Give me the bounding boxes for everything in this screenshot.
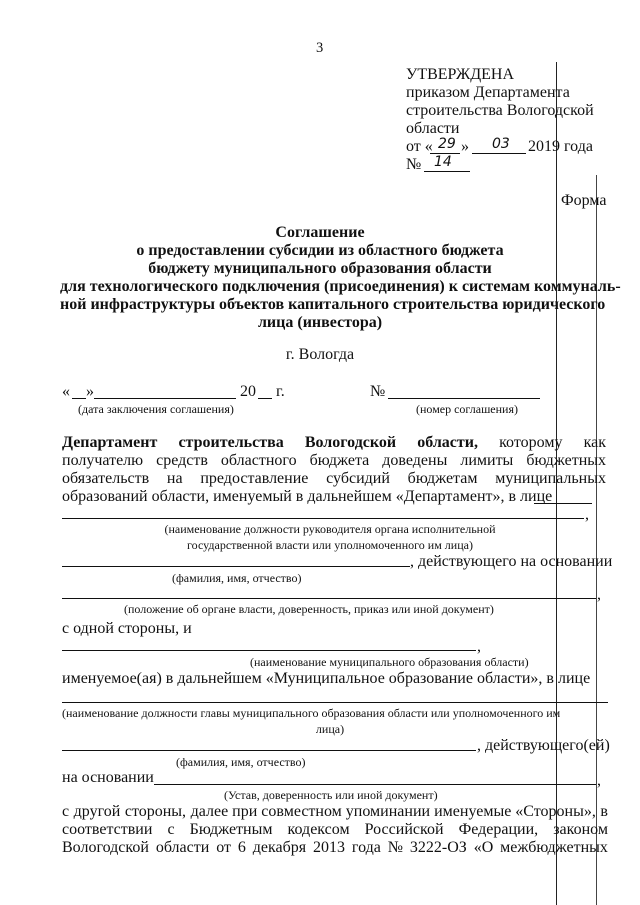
approval-month: 03 xyxy=(492,136,510,152)
comma-2: , xyxy=(597,586,601,603)
heading-line5: ной инфраструктуры объектов капитального строительства юридического xyxy=(60,296,606,313)
city: г. Вологда xyxy=(285,346,355,363)
body-line1: Департамент строительства Вологодской области, которому как xyxy=(62,434,606,451)
comma-1: , xyxy=(585,506,589,523)
approval-number: 14 xyxy=(434,154,452,170)
date-day-line xyxy=(72,398,86,399)
page-number: 3 xyxy=(316,40,324,56)
date-quote-open: « xyxy=(62,383,70,400)
approval-line1: приказом Департамента xyxy=(406,84,570,101)
on-basis-text: на основании xyxy=(62,769,154,786)
last-line1: с другой стороны, далее при совместном упоминании именуемые «Стороны», в xyxy=(62,803,608,820)
rep-person-line-end xyxy=(534,503,592,504)
body-line4: образований области, именуемый в дальнейшем «Департамент», в лице xyxy=(62,488,553,505)
caption-dept-position-1: (наименование должности руководителя органа исполнительной xyxy=(164,522,496,536)
approval-title: УТВЕРЖДЕНА xyxy=(406,66,515,83)
date-year-line xyxy=(258,398,272,399)
named-municipality-text: именуемое(ая) в дальнейшем «Муниципальное образование области», в лице xyxy=(62,670,591,687)
caption-doc-1: (положение об органе власти, доверенность, приказ или иной документ) xyxy=(124,602,494,616)
acting-2: , действующего(ей) xyxy=(477,737,610,754)
heading-line4: для технологического подключения (присоединения) к системам коммуналь- xyxy=(60,278,621,295)
acting-basis: , действующего на основании xyxy=(410,553,613,570)
mun-head-position-line xyxy=(62,702,608,703)
last-line2: соответствии с Бюджетным кодексом Российской Федерации, законом xyxy=(62,821,608,838)
date-quote-close: » xyxy=(86,383,94,400)
approval-date-mid: » xyxy=(461,138,469,155)
number-sign: № xyxy=(370,383,386,400)
last-line3: Вологодской области от 6 декабря 2013 года № 3222-ОЗ «О межбюджетных xyxy=(62,839,608,856)
municipality-line xyxy=(62,650,476,651)
agreement-number-line xyxy=(388,398,540,399)
dept-head-position-line xyxy=(62,518,584,519)
approval-line2: строительства Вологодской xyxy=(406,102,594,119)
approval-month-line xyxy=(472,153,526,154)
comma-3: , xyxy=(477,638,481,655)
date-year-suffix: г. xyxy=(276,383,285,400)
number-caption: (номер соглашения) xyxy=(416,402,518,416)
caption-mun-head-1: (наименование должности главы муниципального образования области или уполномоченного им xyxy=(62,706,561,720)
caption-fio-1: (фамилия, имя, отчество) xyxy=(172,571,302,585)
heading-line1: Соглашение xyxy=(275,224,365,241)
heading-line3: бюджету муниципального образования области xyxy=(148,260,492,277)
approval-line3: области xyxy=(406,120,460,137)
one-side-text: с одной стороны, и xyxy=(62,620,192,637)
date-year-prefix: 20 xyxy=(240,383,256,400)
caption-mun-head-2: лица) xyxy=(315,722,345,736)
mun-doc-line xyxy=(154,784,596,785)
caption-doc-2: (Устав, доверенность или иной документ) xyxy=(224,788,438,802)
caption-fio-2: (фамилия, имя, отчество) xyxy=(176,755,306,769)
approval-year: 2019 года xyxy=(528,138,593,155)
heading-line6: лица (инвестора) xyxy=(257,314,383,331)
caption-municipality: (наименование муниципального образования области) xyxy=(250,655,529,669)
approval-number-line xyxy=(424,171,470,172)
heading-line2: о предоставлении субсидии из областного бюджета xyxy=(136,242,504,259)
date-caption: (дата заключения соглашения) xyxy=(78,402,234,416)
dept-fio-line xyxy=(62,566,410,567)
body-line3: обязательств на предоставление субсидий бюджетам муниципальных xyxy=(62,470,606,487)
mun-head-fio-line xyxy=(62,750,476,751)
approval-date-prefix: от « xyxy=(406,138,433,155)
approval-day: 29 xyxy=(438,136,456,152)
comma-4: , xyxy=(597,772,601,789)
body-line2: получателю средств областного бюджета доведены лимиты бюджетных xyxy=(62,452,606,469)
approval-number-prefix: № xyxy=(406,156,422,173)
caption-dept-position-2: государственной власти или уполномоченного им лица) xyxy=(187,538,473,552)
dept-doc-line xyxy=(62,598,596,599)
date-month-line xyxy=(94,398,236,399)
form-label: Форма xyxy=(561,192,607,209)
